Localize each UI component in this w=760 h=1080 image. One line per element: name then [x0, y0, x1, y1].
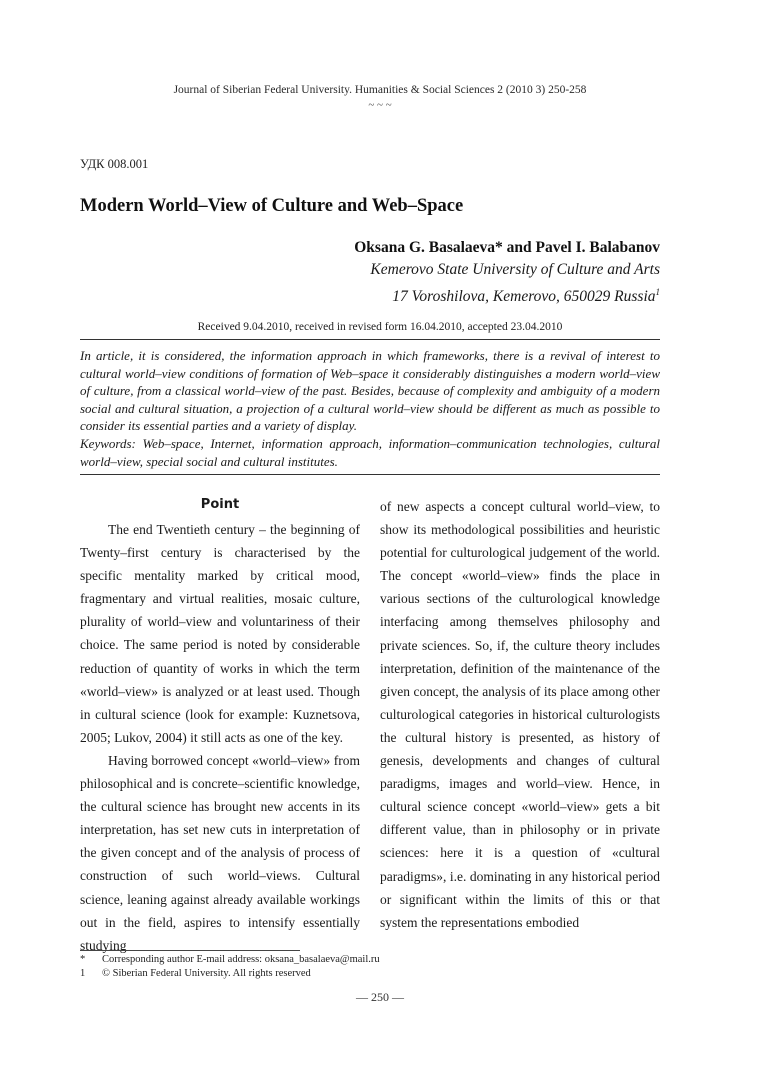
section-heading: Point: [200, 497, 240, 512]
footnote-mark: *: [80, 954, 86, 965]
affiliation-mark: 1: [655, 287, 660, 297]
paragraph-1: The end Twentieth century – the beginning of Twenty–first century is characterised by the specific mentality marked by critical mood, fragmentary and virtual realities, mosaic culture, plurality of world–view and voluntariness of their choice. The same period is noted by considerable reduction of quantity of works in which the term «world–view» is analyzed or at least used. Though in cultural science (look for example: Kuznetsova, 2005; Lukov, 2004) it still acts as one of the key.: [80, 522, 360, 745]
paragraph-2: Having borrowed concept «world–view» from philosophical and is concrete–scientific knowledge, the cultural science has brought new accents in its interpretation, has set new cuts in interpretation of the given concept and of the analysis of process of construction of such world–views. Cultural science, leaning against already available workings out in the field, aspires to intensify essentially studying: [80, 752, 360, 953]
affiliation: [370, 259, 660, 308]
paragraph-2-continued: of new aspects a concept cultural world–view, to show its methodological possibilities and heuristic potential for culturological judgement of the world. The concept «world–view» finds the place in various sections of the culturological knowledge interfacing among themselves philosophy and private sciences. So, if, the culture theory includes interpretation, definition of the maintenance of the given concept, the analysis of its place among other culturological categories in historical culturologists the cultural history is presented, as history of genesis, developments and changes of cultural paradigms, images and world–view. Hence, in cultural science concept «world–view» gets a bit different value, than in philosophy or in private sciences: here it is a question of «cultural paradigms», i.e. dominating in any historical period or significant within the limits of this or that system the representations embodied: [380, 499, 660, 930]
footnote-text: © Siberian Federal University. All rights reserved: [102, 968, 311, 979]
received-dates: Received 9.04.2010, received in revised form 16.04.2010, accepted 23.04.2010: [197, 321, 563, 333]
body-column-right: [380, 495, 660, 934]
footnote-text: Corresponding author E-mail address: oksana_basalaeva@mail.ru: [102, 954, 380, 965]
abstract-top-rule: [80, 339, 660, 340]
affiliation-line-1: Kemerovo State University of Culture and Arts: [370, 261, 660, 278]
abstract-bottom-rule: [80, 474, 660, 475]
footnote-copyright: [80, 967, 660, 981]
author-names: Oksana G. Basalaeva* and Pavel I. Balabanov: [354, 239, 660, 256]
footnote-rule: [80, 950, 300, 951]
journal-header: Journal of Siberian Federal University. Humanities & Social Sciences 2 (2010 3) 250-258: [173, 84, 587, 96]
abstract: In article, it is considered, the information approach in which frameworks, there is a revival of interest to cultural world–view conditions of formation of Web–space it considerably distinguishes a modern world–view of culture, from a classical world–view of the past. Besides, because of complexity and ambiguity of a modern social and cultural situation, a projection of a cultural world–view should be different as much as possible to consider its essential parties and a variety of display.: [80, 348, 660, 433]
article-title: Modern World–View of Culture and Web–Space: [80, 196, 464, 216]
keywords: Keywords: Web–space, Internet, information approach, information–communication technologies, cultural world–view, special social and cultural institutes.: [80, 436, 660, 469]
affiliation-address: 17 Voroshilova, Kemerovo, 650029 Russia: [392, 288, 656, 306]
footnote-mark: 1: [80, 968, 86, 979]
affiliation-line-2: [370, 281, 660, 308]
footnote-corresponding: [80, 953, 660, 967]
footnotes: [80, 953, 660, 981]
header-ornament: ~ ~ ~: [368, 99, 392, 111]
body-column-left: [80, 495, 360, 957]
page-number: — 250 —: [356, 990, 404, 1004]
udk-code: УДК 008.001: [80, 157, 149, 171]
